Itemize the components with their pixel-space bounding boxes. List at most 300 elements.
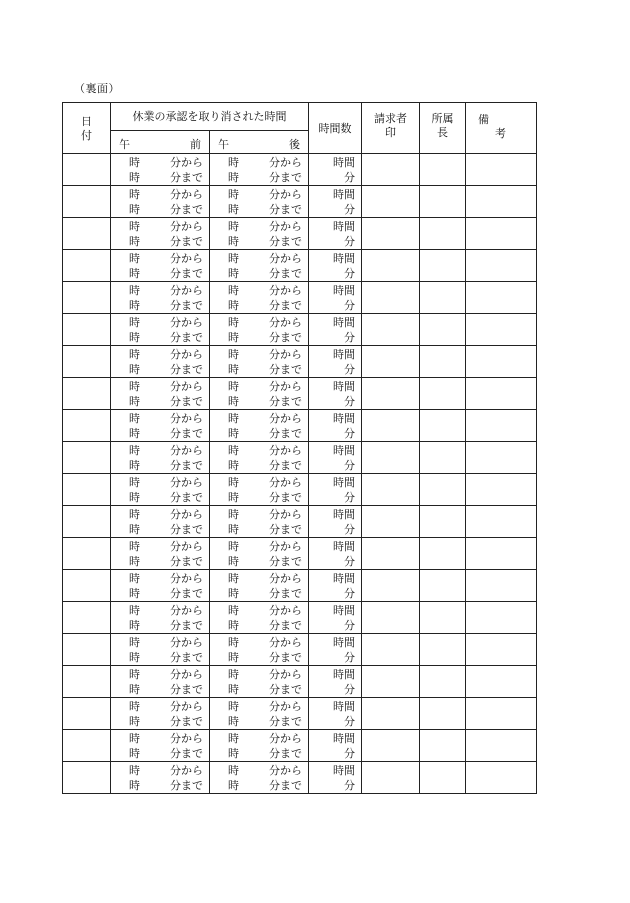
am-hour-text: 時 bbox=[129, 412, 140, 425]
table-row bbox=[63, 154, 537, 186]
minutes-unit-text: 分 bbox=[344, 299, 355, 312]
manager-seal-cell[interactable] bbox=[420, 410, 466, 442]
date-cell[interactable] bbox=[63, 634, 111, 666]
am-to-text: 分まで bbox=[170, 459, 203, 472]
hours-cell[interactable] bbox=[309, 666, 362, 698]
note-cell[interactable] bbox=[466, 346, 537, 378]
pm-from-text: 分から bbox=[269, 540, 302, 553]
date-cell[interactable] bbox=[63, 410, 111, 442]
pm-hour-text: 時 bbox=[228, 636, 239, 649]
am-time-cell[interactable] bbox=[111, 730, 210, 762]
am-hour-text: 時 bbox=[129, 252, 140, 265]
pm-to-text: 分まで bbox=[269, 427, 302, 440]
hours-cell[interactable] bbox=[309, 698, 362, 730]
header-requester-label: 請求者 印 bbox=[374, 112, 407, 139]
header-requester bbox=[362, 103, 420, 154]
date-cell[interactable] bbox=[63, 250, 111, 282]
am-hour-text: 時 bbox=[129, 188, 140, 201]
hours-cell[interactable] bbox=[309, 282, 362, 314]
minutes-unit-text: 分 bbox=[344, 203, 355, 216]
am-time-cell[interactable] bbox=[111, 474, 210, 506]
manager-seal-cell[interactable] bbox=[420, 570, 466, 602]
am-to-text: 分まで bbox=[170, 171, 203, 184]
note-cell[interactable] bbox=[466, 762, 537, 794]
table-row bbox=[63, 570, 537, 602]
am-hour-text: 時 bbox=[129, 604, 140, 617]
requester-seal-cell[interactable] bbox=[362, 506, 420, 538]
pm-to-text: 分まで bbox=[269, 779, 302, 792]
hours-unit-text: 時間 bbox=[333, 444, 355, 457]
date-cell[interactable] bbox=[63, 506, 111, 538]
pm-from-text: 分から bbox=[269, 380, 302, 393]
am-time-cell[interactable] bbox=[111, 282, 210, 314]
am-from-text: 分から bbox=[170, 188, 203, 201]
manager-seal-cell[interactable] bbox=[420, 538, 466, 570]
manager-seal-cell[interactable] bbox=[420, 378, 466, 410]
pm-hour-text: 時 bbox=[228, 171, 239, 184]
pm-to-text: 分まで bbox=[269, 619, 302, 632]
am-to-text: 分まで bbox=[170, 683, 203, 696]
am-hour-text: 時 bbox=[129, 459, 140, 472]
hours-unit-text: 時間 bbox=[333, 732, 355, 745]
pm-hour-text: 時 bbox=[228, 491, 239, 504]
table-row bbox=[63, 282, 537, 314]
minutes-unit-text: 分 bbox=[344, 363, 355, 376]
header-note bbox=[466, 103, 537, 154]
date-cell[interactable] bbox=[63, 602, 111, 634]
note-cell[interactable] bbox=[466, 666, 537, 698]
pm-hour-text: 時 bbox=[228, 188, 239, 201]
am-to-text: 分まで bbox=[170, 747, 203, 760]
pm-hour-text: 時 bbox=[228, 267, 239, 280]
note-cell[interactable] bbox=[466, 570, 537, 602]
requester-seal-cell[interactable] bbox=[362, 218, 420, 250]
note-cell[interactable] bbox=[466, 442, 537, 474]
am-hour-text: 時 bbox=[129, 363, 140, 376]
pm-time-cell[interactable] bbox=[210, 602, 309, 634]
date-cell[interactable] bbox=[63, 314, 111, 346]
minutes-unit-text: 分 bbox=[344, 587, 355, 600]
hours-unit-text: 時間 bbox=[333, 220, 355, 233]
table-row bbox=[63, 666, 537, 698]
am-hour-text: 時 bbox=[129, 587, 140, 600]
hours-cell[interactable] bbox=[309, 506, 362, 538]
requester-seal-cell[interactable] bbox=[362, 186, 420, 218]
pm-time-cell[interactable] bbox=[210, 506, 309, 538]
pm-time-cell[interactable] bbox=[210, 666, 309, 698]
requester-seal-cell[interactable] bbox=[362, 282, 420, 314]
pm-time-cell[interactable] bbox=[210, 154, 309, 186]
pm-hour-text: 時 bbox=[228, 764, 239, 777]
pm-hour-text: 時 bbox=[228, 395, 239, 408]
pm-hour-text: 時 bbox=[228, 779, 239, 792]
am-to-text: 分まで bbox=[170, 715, 203, 728]
note-cell[interactable] bbox=[466, 634, 537, 666]
am-time-cell[interactable] bbox=[111, 666, 210, 698]
header-pm-suffix: 後 bbox=[289, 137, 300, 151]
am-time-cell[interactable] bbox=[111, 634, 210, 666]
note-cell[interactable] bbox=[466, 602, 537, 634]
am-time-cell[interactable] bbox=[111, 250, 210, 282]
header-hours: 時間数 bbox=[309, 103, 362, 154]
note-cell[interactable] bbox=[466, 218, 537, 250]
note-cell[interactable] bbox=[466, 250, 537, 282]
minutes-unit-text: 分 bbox=[344, 715, 355, 728]
hours-cell[interactable] bbox=[309, 442, 362, 474]
minutes-unit-text: 分 bbox=[344, 779, 355, 792]
pm-to-text: 分まで bbox=[269, 651, 302, 664]
header-date bbox=[63, 103, 111, 154]
hours-unit-text: 時間 bbox=[333, 156, 355, 169]
requester-seal-cell[interactable] bbox=[362, 538, 420, 570]
date-cell[interactable] bbox=[63, 186, 111, 218]
pm-to-text: 分まで bbox=[269, 683, 302, 696]
manager-seal-cell[interactable] bbox=[420, 218, 466, 250]
am-to-text: 分まで bbox=[170, 235, 203, 248]
pm-time-cell[interactable] bbox=[210, 346, 309, 378]
am-time-cell[interactable] bbox=[111, 698, 210, 730]
hours-cell[interactable] bbox=[309, 602, 362, 634]
note-cell[interactable] bbox=[466, 538, 537, 570]
am-time-cell[interactable] bbox=[111, 506, 210, 538]
date-cell[interactable] bbox=[63, 154, 111, 186]
manager-seal-cell[interactable] bbox=[420, 282, 466, 314]
hours-unit-text: 時間 bbox=[333, 508, 355, 521]
am-hour-text: 時 bbox=[129, 203, 140, 216]
am-from-text: 分から bbox=[170, 444, 203, 457]
requester-seal-cell[interactable] bbox=[362, 314, 420, 346]
date-cell[interactable] bbox=[63, 698, 111, 730]
minutes-unit-text: 分 bbox=[344, 171, 355, 184]
am-hour-text: 時 bbox=[129, 715, 140, 728]
am-from-text: 分から bbox=[170, 380, 203, 393]
note-cell[interactable] bbox=[466, 154, 537, 186]
am-from-text: 分から bbox=[170, 604, 203, 617]
date-cell[interactable] bbox=[63, 282, 111, 314]
header-manager-label: 所属 長 bbox=[431, 112, 454, 139]
date-cell[interactable] bbox=[63, 570, 111, 602]
pm-hour-text: 時 bbox=[228, 331, 239, 344]
pm-time-cell[interactable] bbox=[210, 570, 309, 602]
requester-seal-cell[interactable] bbox=[362, 378, 420, 410]
pm-from-text: 分から bbox=[269, 700, 302, 713]
am-hour-text: 時 bbox=[129, 171, 140, 184]
hours-unit-text: 時間 bbox=[333, 284, 355, 297]
pm-time-cell[interactable] bbox=[210, 538, 309, 570]
header-manager bbox=[420, 103, 466, 154]
date-cell[interactable] bbox=[63, 474, 111, 506]
table-row bbox=[63, 730, 537, 762]
note-cell[interactable] bbox=[466, 378, 537, 410]
am-from-text: 分から bbox=[170, 764, 203, 777]
am-hour-text: 時 bbox=[129, 555, 140, 568]
pm-hour-text: 時 bbox=[228, 203, 239, 216]
manager-seal-cell[interactable] bbox=[420, 186, 466, 218]
pm-hour-text: 時 bbox=[228, 604, 239, 617]
am-hour-text: 時 bbox=[129, 651, 140, 664]
am-time-cell[interactable] bbox=[111, 218, 210, 250]
note-cell[interactable] bbox=[466, 730, 537, 762]
hours-cell[interactable] bbox=[309, 378, 362, 410]
table-row bbox=[63, 378, 537, 410]
minutes-unit-text: 分 bbox=[344, 523, 355, 536]
hours-unit-text: 時間 bbox=[333, 668, 355, 681]
pm-from-text: 分から bbox=[269, 348, 302, 361]
pm-hour-text: 時 bbox=[228, 427, 239, 440]
pm-time-cell[interactable] bbox=[210, 186, 309, 218]
pm-hour-text: 時 bbox=[228, 380, 239, 393]
am-hour-text: 時 bbox=[129, 572, 140, 585]
pm-hour-text: 時 bbox=[228, 476, 239, 489]
am-time-cell[interactable] bbox=[111, 346, 210, 378]
pm-from-text: 分から bbox=[269, 316, 302, 329]
am-from-text: 分から bbox=[170, 220, 203, 233]
note-cell[interactable] bbox=[466, 186, 537, 218]
pm-time-cell[interactable] bbox=[210, 282, 309, 314]
note-cell[interactable] bbox=[466, 314, 537, 346]
pm-from-text: 分から bbox=[269, 188, 302, 201]
note-cell[interactable] bbox=[466, 698, 537, 730]
manager-seal-cell[interactable] bbox=[420, 442, 466, 474]
requester-seal-cell[interactable] bbox=[362, 346, 420, 378]
pm-hour-text: 時 bbox=[228, 683, 239, 696]
am-time-cell[interactable] bbox=[111, 410, 210, 442]
pm-time-cell[interactable] bbox=[210, 378, 309, 410]
date-cell[interactable] bbox=[63, 762, 111, 794]
table-row bbox=[63, 218, 537, 250]
hours-cell[interactable] bbox=[309, 186, 362, 218]
table-row bbox=[63, 538, 537, 570]
am-hour-text: 時 bbox=[129, 476, 140, 489]
requester-seal-cell[interactable] bbox=[362, 730, 420, 762]
pm-time-cell[interactable] bbox=[210, 314, 309, 346]
am-hour-text: 時 bbox=[129, 235, 140, 248]
manager-seal-cell[interactable] bbox=[420, 250, 466, 282]
hours-cell[interactable] bbox=[309, 730, 362, 762]
am-to-text: 分まで bbox=[170, 523, 203, 536]
am-to-text: 分まで bbox=[170, 555, 203, 568]
manager-seal-cell[interactable] bbox=[420, 666, 466, 698]
am-from-text: 分から bbox=[170, 732, 203, 745]
hours-cell[interactable] bbox=[309, 538, 362, 570]
date-cell[interactable] bbox=[63, 346, 111, 378]
requester-seal-cell[interactable] bbox=[362, 570, 420, 602]
requester-seal-cell[interactable] bbox=[362, 698, 420, 730]
requester-seal-cell[interactable] bbox=[362, 442, 420, 474]
date-cell[interactable] bbox=[63, 378, 111, 410]
requester-seal-cell[interactable] bbox=[362, 410, 420, 442]
hours-unit-text: 時間 bbox=[333, 572, 355, 585]
hours-cell[interactable] bbox=[309, 154, 362, 186]
am-from-text: 分から bbox=[170, 572, 203, 585]
am-from-text: 分から bbox=[170, 476, 203, 489]
requester-seal-cell[interactable] bbox=[362, 474, 420, 506]
pm-time-cell[interactable] bbox=[210, 442, 309, 474]
pm-hour-text: 時 bbox=[228, 668, 239, 681]
am-from-text: 分から bbox=[170, 284, 203, 297]
header-am-prefix: 午 bbox=[119, 137, 130, 151]
manager-seal-cell[interactable] bbox=[420, 730, 466, 762]
am-from-text: 分から bbox=[170, 700, 203, 713]
hours-cell[interactable] bbox=[309, 474, 362, 506]
pm-hour-text: 時 bbox=[228, 523, 239, 536]
manager-seal-cell[interactable] bbox=[420, 154, 466, 186]
date-cell[interactable] bbox=[63, 538, 111, 570]
am-time-cell[interactable] bbox=[111, 154, 210, 186]
am-time-cell[interactable] bbox=[111, 378, 210, 410]
am-to-text: 分まで bbox=[170, 395, 203, 408]
table-row bbox=[63, 186, 537, 218]
am-to-text: 分まで bbox=[170, 651, 203, 664]
header-period-group: 休業の承認を取り消された時間 bbox=[111, 103, 309, 131]
table-row bbox=[63, 346, 537, 378]
am-from-text: 分から bbox=[170, 668, 203, 681]
am-hour-text: 時 bbox=[129, 683, 140, 696]
requester-seal-cell[interactable] bbox=[362, 666, 420, 698]
header-pm-prefix: 午 bbox=[218, 137, 229, 151]
am-time-cell[interactable] bbox=[111, 762, 210, 794]
pm-from-text: 分から bbox=[269, 252, 302, 265]
am-hour-text: 時 bbox=[129, 747, 140, 760]
pm-from-text: 分から bbox=[269, 668, 302, 681]
am-to-text: 分まで bbox=[170, 267, 203, 280]
pm-time-cell[interactable] bbox=[210, 474, 309, 506]
pm-time-cell[interactable] bbox=[210, 410, 309, 442]
hours-cell[interactable] bbox=[309, 346, 362, 378]
am-from-text: 分から bbox=[170, 252, 203, 265]
hours-cell[interactable] bbox=[309, 762, 362, 794]
header-note-label-1: 備 bbox=[478, 113, 489, 126]
requester-seal-cell[interactable] bbox=[362, 602, 420, 634]
am-time-cell[interactable] bbox=[111, 442, 210, 474]
requester-seal-cell[interactable] bbox=[362, 634, 420, 666]
pm-from-text: 分から bbox=[269, 732, 302, 745]
cancellation-table bbox=[62, 102, 537, 794]
manager-seal-cell[interactable] bbox=[420, 762, 466, 794]
hours-cell[interactable] bbox=[309, 314, 362, 346]
pm-hour-text: 時 bbox=[228, 412, 239, 425]
hours-unit-text: 時間 bbox=[333, 348, 355, 361]
table-row bbox=[63, 602, 537, 634]
hours-unit-text: 時間 bbox=[333, 412, 355, 425]
am-hour-text: 時 bbox=[129, 523, 140, 536]
pm-hour-text: 時 bbox=[228, 651, 239, 664]
note-cell[interactable] bbox=[466, 410, 537, 442]
hours-unit-text: 時間 bbox=[333, 764, 355, 777]
pm-hour-text: 時 bbox=[228, 540, 239, 553]
am-to-text: 分まで bbox=[170, 491, 203, 504]
header-date-label: 日 付 bbox=[81, 115, 92, 142]
hours-cell[interactable] bbox=[309, 570, 362, 602]
pm-hour-text: 時 bbox=[228, 459, 239, 472]
hours-cell[interactable] bbox=[309, 218, 362, 250]
am-time-cell[interactable] bbox=[111, 186, 210, 218]
am-time-cell[interactable] bbox=[111, 602, 210, 634]
note-cell[interactable] bbox=[466, 282, 537, 314]
am-to-text: 分まで bbox=[170, 331, 203, 344]
am-from-text: 分から bbox=[170, 156, 203, 169]
minutes-unit-text: 分 bbox=[344, 747, 355, 760]
hours-unit-text: 時間 bbox=[333, 476, 355, 489]
am-hour-text: 時 bbox=[129, 331, 140, 344]
pm-hour-text: 時 bbox=[228, 715, 239, 728]
hours-cell[interactable] bbox=[309, 250, 362, 282]
minutes-unit-text: 分 bbox=[344, 459, 355, 472]
pm-hour-text: 時 bbox=[228, 363, 239, 376]
requester-seal-cell[interactable] bbox=[362, 762, 420, 794]
pm-time-cell[interactable] bbox=[210, 218, 309, 250]
manager-seal-cell[interactable] bbox=[420, 474, 466, 506]
note-cell[interactable] bbox=[466, 506, 537, 538]
date-cell[interactable] bbox=[63, 442, 111, 474]
table-row bbox=[63, 634, 537, 666]
hours-cell[interactable] bbox=[309, 410, 362, 442]
minutes-unit-text: 分 bbox=[344, 555, 355, 568]
header-pm bbox=[210, 130, 309, 153]
date-cell[interactable] bbox=[63, 666, 111, 698]
manager-seal-cell[interactable] bbox=[420, 506, 466, 538]
am-to-text: 分まで bbox=[170, 619, 203, 632]
header-am bbox=[111, 130, 210, 153]
pm-time-cell[interactable] bbox=[210, 634, 309, 666]
am-time-cell[interactable] bbox=[111, 570, 210, 602]
pm-time-cell[interactable] bbox=[210, 698, 309, 730]
pm-to-text: 分まで bbox=[269, 203, 302, 216]
note-cell[interactable] bbox=[466, 474, 537, 506]
requester-seal-cell[interactable] bbox=[362, 250, 420, 282]
am-time-cell[interactable] bbox=[111, 538, 210, 570]
minutes-unit-text: 分 bbox=[344, 683, 355, 696]
pm-from-text: 分から bbox=[269, 156, 302, 169]
am-hour-text: 時 bbox=[129, 491, 140, 504]
am-to-text: 分まで bbox=[170, 299, 203, 312]
am-hour-text: 時 bbox=[129, 284, 140, 297]
pm-time-cell[interactable] bbox=[210, 762, 309, 794]
hours-unit-text: 時間 bbox=[333, 316, 355, 329]
manager-seal-cell[interactable] bbox=[420, 634, 466, 666]
hours-cell[interactable] bbox=[309, 634, 362, 666]
table-row bbox=[63, 474, 537, 506]
am-hour-text: 時 bbox=[129, 764, 140, 777]
minutes-unit-text: 分 bbox=[344, 619, 355, 632]
table-row bbox=[63, 762, 537, 794]
pm-hour-text: 時 bbox=[228, 587, 239, 600]
am-from-text: 分から bbox=[170, 540, 203, 553]
am-hour-text: 時 bbox=[129, 348, 140, 361]
header-am-suffix: 前 bbox=[190, 137, 201, 151]
manager-seal-cell[interactable] bbox=[420, 346, 466, 378]
pm-hour-text: 時 bbox=[228, 732, 239, 745]
am-hour-text: 時 bbox=[129, 380, 140, 393]
pm-to-text: 分まで bbox=[269, 715, 302, 728]
am-hour-text: 時 bbox=[129, 700, 140, 713]
manager-seal-cell[interactable] bbox=[420, 602, 466, 634]
pm-from-text: 分から bbox=[269, 508, 302, 521]
pm-hour-text: 時 bbox=[228, 747, 239, 760]
manager-seal-cell[interactable] bbox=[420, 314, 466, 346]
requester-seal-cell[interactable] bbox=[362, 154, 420, 186]
pm-time-cell[interactable] bbox=[210, 250, 309, 282]
pm-hour-text: 時 bbox=[228, 316, 239, 329]
hours-unit-text: 時間 bbox=[333, 540, 355, 553]
pm-time-cell[interactable] bbox=[210, 730, 309, 762]
date-cell[interactable] bbox=[63, 730, 111, 762]
date-cell[interactable] bbox=[63, 218, 111, 250]
pm-from-text: 分から bbox=[269, 412, 302, 425]
pm-to-text: 分まで bbox=[269, 395, 302, 408]
am-time-cell[interactable] bbox=[111, 314, 210, 346]
manager-seal-cell[interactable] bbox=[420, 698, 466, 730]
